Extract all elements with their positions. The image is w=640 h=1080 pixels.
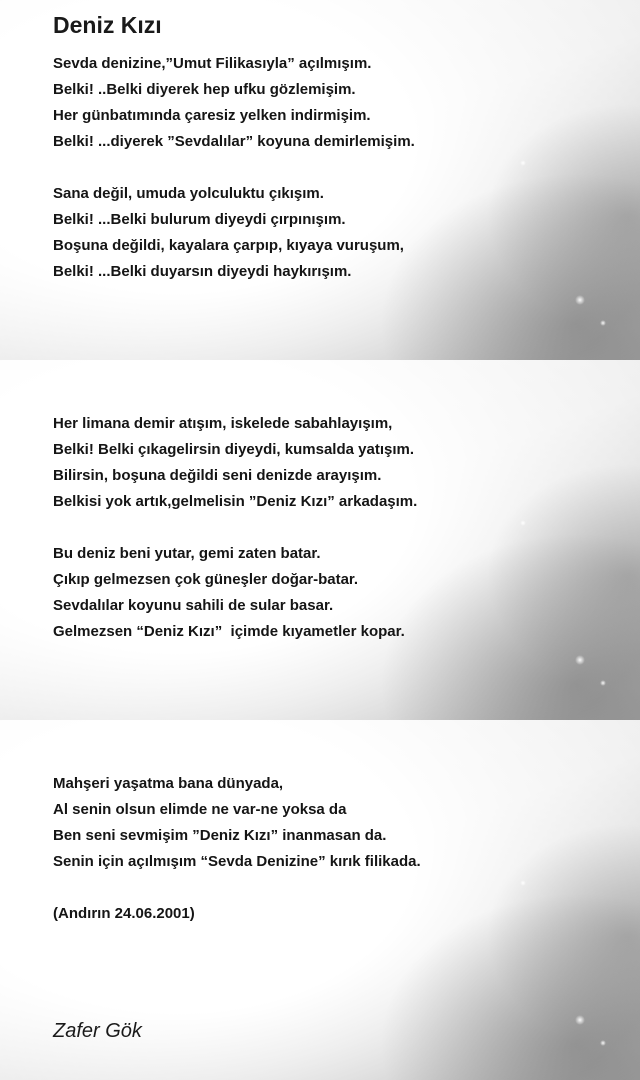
stanza-3: [53, 411, 417, 515]
sparkle-decoration: [600, 680, 606, 686]
poem-line: Bilirsin, boşuna değildi seni denizde arayışım.: [53, 467, 382, 484]
sparkle-decoration: [575, 295, 585, 305]
poem-line: Belkisi yok artık,gelmelisin ”Deniz Kızı” arkadaşım.: [53, 493, 418, 510]
poem-line: Sevda denizine,”Umut Filikasıyla” açılmışım.: [53, 55, 372, 72]
author-signature: Zafer Gök: [53, 1020, 142, 1042]
stanza-1: [53, 51, 415, 155]
poem-line: Bu deniz beni yutar, gemi zaten batar.: [53, 545, 321, 562]
poem-line: Sevdalılar koyunu sahili de sular basar.: [53, 597, 334, 614]
poem-line: Belki! ...Belki bulurum diyeydi çırpınışım.: [53, 211, 346, 228]
sparkle-decoration: [520, 160, 526, 166]
sparkle-decoration: [575, 1015, 585, 1025]
poem-line: Boşuna değildi, kayalara çarpıp, kıyaya vuruşum,: [53, 237, 404, 254]
poem-line: Belki! ...diyerek ”Sevdalılar” koyuna demirlemişim.: [53, 133, 415, 150]
poem-line: Her günbatımında çaresiz yelken indirmişim.: [53, 107, 371, 124]
sparkle-decoration: [600, 1040, 606, 1046]
sparkle-decoration: [520, 880, 526, 886]
poem-line: Belki! ..Belki diyerek hep ufku gözlemişim.: [53, 81, 356, 98]
date-note: (Andırın 24.06.2001): [53, 905, 195, 922]
poem-line: Belki! ...Belki duyarsın diyeydi haykırışım.: [53, 263, 352, 280]
stanza-2: [53, 181, 404, 285]
sparkle-decoration: [600, 320, 606, 326]
poem-line: Al senin olsun elimde ne var-ne yoksa da: [53, 801, 347, 818]
poem-panel-2: [0, 360, 640, 720]
poem-line: Ben seni sevmişim ”Deniz Kızı” inanmasan da.: [53, 827, 387, 844]
sparkle-decoration: [520, 520, 526, 526]
poem-panel-3: [0, 720, 640, 1080]
poem-line: Belki! Belki çıkagelirsin diyeydi, kumsalda yatışım.: [53, 441, 414, 458]
poem-line: Senin için açılmışım “Sevda Denizine” kırık filikada.: [53, 853, 421, 870]
poem-panel-1: [0, 0, 640, 360]
poem-line: Her limana demir atışım, iskelede sabahlayışım,: [53, 415, 393, 432]
poem-title: Deniz Kızı: [53, 12, 162, 38]
sparkle-decoration: [575, 655, 585, 665]
poem-line: Çıkıp gelmezsen çok güneşler doğar-batar.: [53, 571, 359, 588]
stanza-5: [53, 771, 421, 875]
stanza-4: [53, 541, 405, 645]
poem-line: Gelmezsen “Deniz Kızı” içimde kıyametler kopar.: [53, 623, 405, 640]
poem-line: Mahşeri yaşatma bana dünyada,: [53, 775, 284, 792]
poem-line: Sana değil, umuda yolculuktu çıkışım.: [53, 185, 324, 202]
